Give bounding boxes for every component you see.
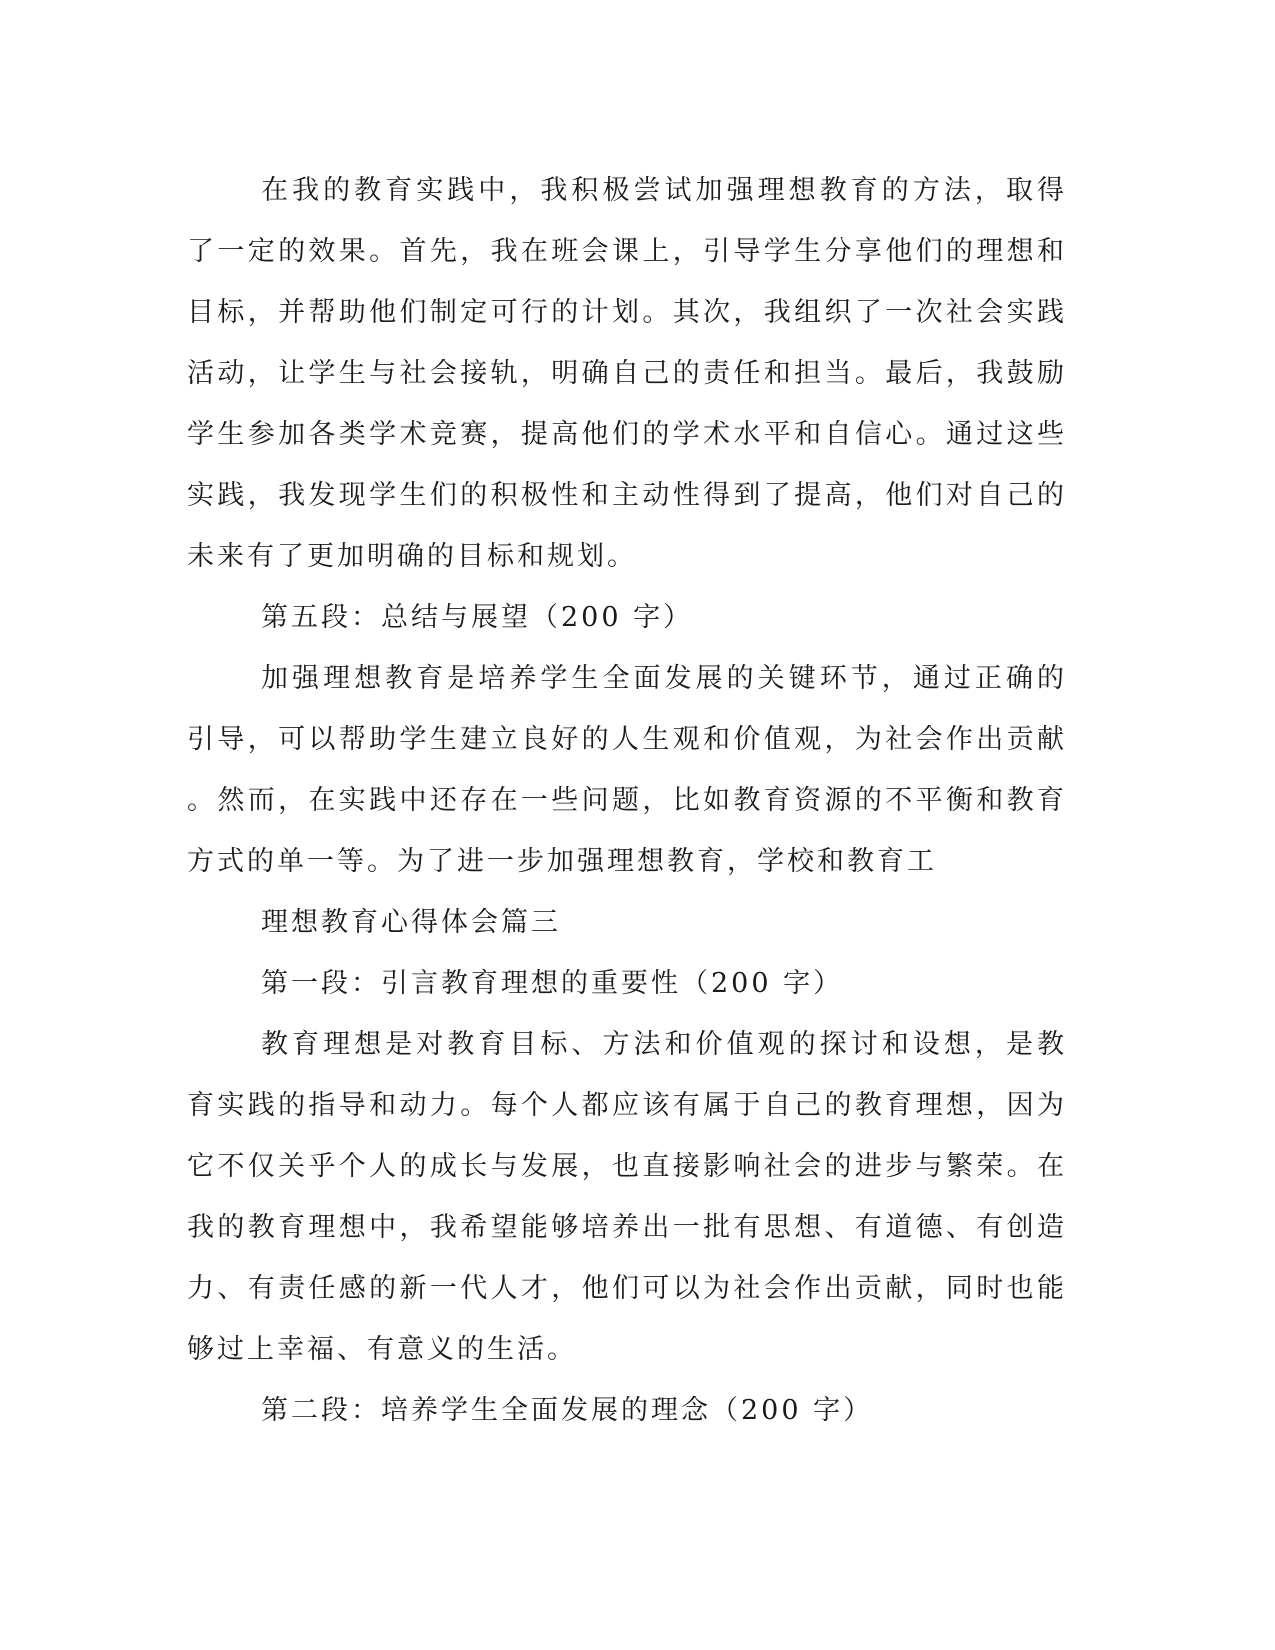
- paragraph-intro: 教育理想是对教育目标、方法和价值观的探讨和设想，是教育实践的指导和动力。每个人都应该有属于自己的教育理想，因为它不仅关乎个人的成长与发展，也直接影响社会的进步与繁荣。在我的教育理想中，我希望能够培养出一批有思想、有道德、有创造力、有责任感的新一代人才，他们可以为社会作出贡献，同时也能够过上幸福、有意义的生活。: [187, 1029, 1067, 1365]
- article-title-3: 理想教育心得体会篇三: [261, 907, 561, 938]
- section-heading-1: 第一段：引言教育理想的重要性（200 字）: [261, 968, 844, 999]
- section-heading-5: 第五段：总结与展望（200 字）: [261, 602, 694, 633]
- document-body: [187, 160, 1067, 1441]
- paragraph-practice: 在我的教育实践中，我积极尝试加强理想教育的方法，取得了一定的效果。首先，我在班会课上，引导学生分享他们的理想和目标，并帮助他们制定可行的计划。其次，我组织了一次社会实践活动，让学生与社会接轨，明确自己的责任和担当。最后，我鼓励学生参加各类学术竞赛，提高他们的学术水平和自信心。通过这些实践，我发现学生们的积极性和主动性得到了提高，他们对自己的未来有了更加明确的目标和规划。: [187, 175, 1067, 572]
- paragraph-summary: 加强理想教育是培养学生全面发展的关键环节，通过正确的引导，可以帮助学生建立良好的人生观和价值观，为社会作出贡献。然而，在实践中还存在一些问题，比如教育资源的不平衡和教育方式的单一等。为了进一步加强理想教育，学校和教育工: [187, 663, 1067, 877]
- section-heading-2: 第二段：培养学生全面发展的理念（200 字）: [261, 1395, 874, 1426]
